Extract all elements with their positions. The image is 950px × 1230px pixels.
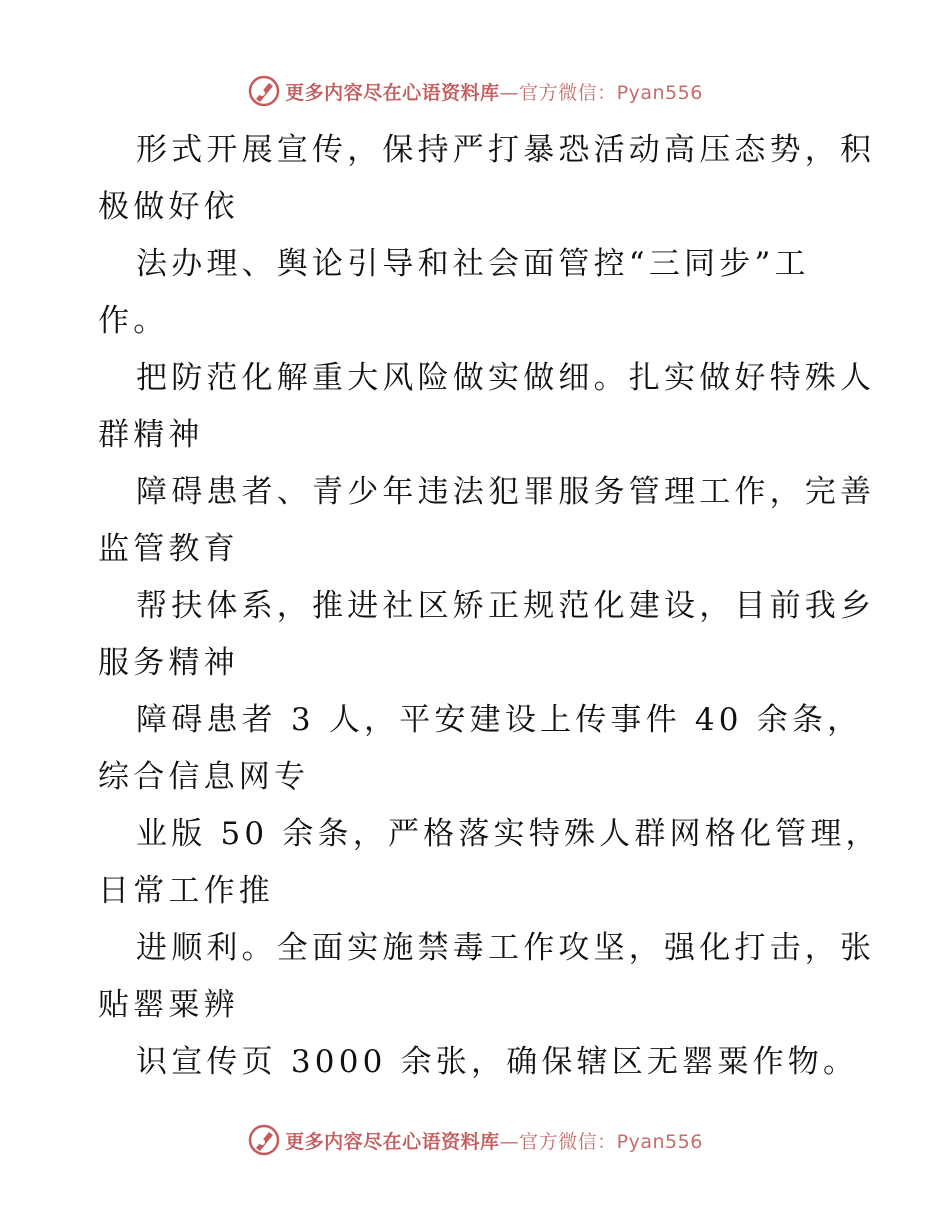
watermark-brand: 更多内容尽在心语资料库 xyxy=(285,1130,500,1153)
watermark-separator: — xyxy=(499,1130,520,1153)
watermark-separator: — xyxy=(499,81,520,104)
text-line: 障碍患者、青少年违法犯罪服务管理工作，完善 xyxy=(136,474,876,510)
watermark-wechat: 官方微信：Pyan556 xyxy=(519,81,703,104)
text-line: 识宣传页 3000 余张，确保辖区无罂粟作物。 xyxy=(136,1044,859,1080)
watermark-brand: 更多内容尽在心语资料库 xyxy=(285,81,500,104)
text-line: 作。 xyxy=(98,303,169,339)
text-line: 把防范化解重大风险做实做细。扎实做好特殊人 xyxy=(136,360,876,396)
header-watermark xyxy=(0,71,950,111)
text-line: 形式开展宣传，保持严打暴恐活动高压态势，积 xyxy=(136,132,876,168)
text-line: 服务精神 xyxy=(98,645,239,681)
pen-logo-icon xyxy=(247,1123,281,1157)
text-line: 帮扶体系，推进社区矫正规范化建设，目前我乡 xyxy=(136,588,876,624)
document-body xyxy=(98,122,881,1091)
text-line: 法办理、舆论引导和社会面管控“三同步”工 xyxy=(136,246,810,282)
watermark-wechat: 官方微信：Pyan556 xyxy=(519,1130,703,1153)
text-line: 业版 50 余条，严格落实特殊人群网格化管理， xyxy=(136,816,881,852)
pen-logo-icon xyxy=(247,74,281,108)
footer-watermark xyxy=(0,1120,950,1160)
text-line: 障碍患者 3 人，平安建设上传事件 40 余条， xyxy=(136,702,863,738)
text-line: 日常工作推 xyxy=(98,873,274,909)
text-line: 监管教育 xyxy=(98,531,239,567)
text-line: 综合信息网专 xyxy=(98,759,310,795)
text-line: 群精神 xyxy=(98,417,204,453)
text-line: 极做好依 xyxy=(98,189,239,225)
text-line: 贴罂粟辨 xyxy=(98,987,239,1023)
text-line: 进顺利。全面实施禁毒工作攻坚，强化打击，张 xyxy=(136,930,876,966)
